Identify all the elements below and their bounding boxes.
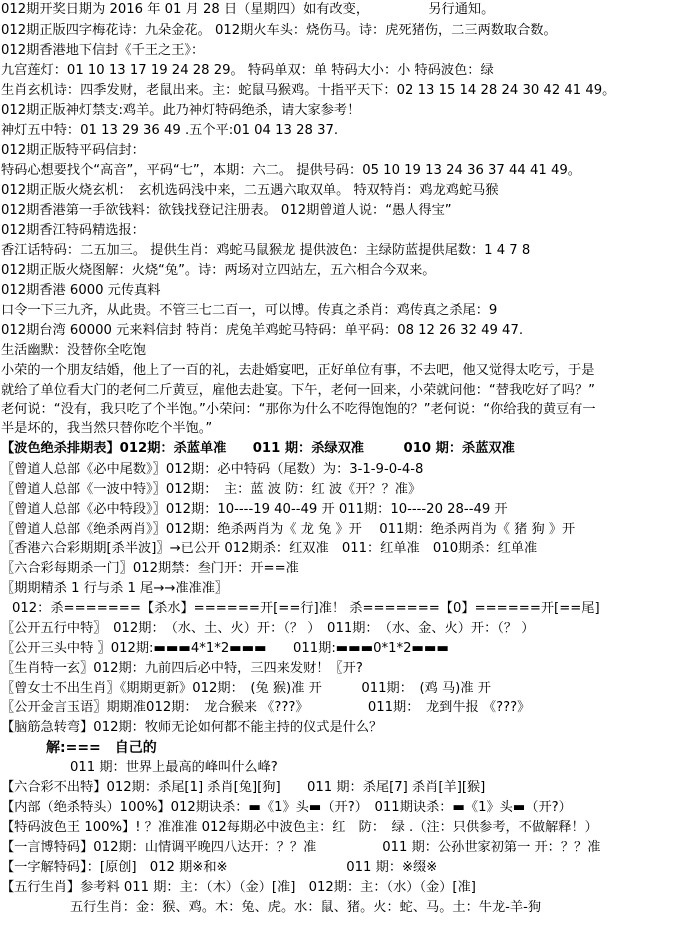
question-line-011: 011 期：世界上最高的峰叫什么峰? bbox=[70, 760, 278, 775]
text-line-38: 【一字解特码】：[原创] 012 期※和※ 011 期：※缀※ bbox=[1, 860, 438, 875]
text-line-23: 〖曾道人总部《绝杀两肖》〗012期：绝杀两肖为《 龙 兔 》开 011期：绝杀两肖为《 猪 狗 》开 bbox=[1, 522, 576, 537]
text-line-15: 012期香港 6000 元传真料 bbox=[1, 283, 161, 298]
text-line-24: 〖香港六合彩期期[杀半波]〗→已公开 012期杀：红双准 011：红单准 010期杀：红单准 bbox=[1, 541, 538, 556]
text-line-34: 【六合彩不出特】012期：杀尾[1] 杀肖[兔][狗] 011 期：杀尾[7] 杀肖[羊][猴] bbox=[1, 780, 486, 795]
text-line-29: 〖公开三头中特 〗012期:▬▬▬4*1*2▬▬▬ 011期:▬▬▬0*1*2▬▬▬ bbox=[1, 641, 449, 656]
text-line-4: 九宫莲灯：01 10 13 17 19 24 28 29。 特码单双：单 特码大小：小 特码波色：绿 bbox=[1, 63, 494, 78]
text-line-36: 【特码波色王 100%】! ？准准准 012每期必中波色主：红 防： 绿 .（注：只供参考，不做解释！） bbox=[1, 820, 598, 835]
text-line-9: 特码心想要找个“高音”，平码“七”，本期：六二。 提供号码：05 10 19 13 24 36 37 44 41 49。 bbox=[1, 163, 581, 178]
text-line-8: 012期正版特平码信封： bbox=[1, 143, 145, 158]
text-line-35: 【内部（绝杀特头）100%】012期诀杀：▬《1》头▬（开?） 011期诀杀：▬《1》头▬（开?） bbox=[1, 800, 572, 815]
story-line-3: 老何说：“没有，我只吃了个半饱。”小荣问：“那你为什么不吃得饱饱的？”老何说：“你给我的黄豆有一 bbox=[1, 402, 596, 417]
text-line-12: 012期香江特码精选报： bbox=[1, 223, 145, 238]
answer-line: 解:=== 自己的 bbox=[46, 740, 157, 756]
text-line-26: 〖期期精杀 1 行与杀 1 尾→→准准准〗 bbox=[1, 581, 229, 596]
text-line-14: 012期正版火烧图解：火烧“兔”。诗：两场对立四站左，五六相合今双来。 bbox=[1, 263, 436, 278]
text-line-25: 〖六合彩每期杀一门〗012期禁：叁门开：开==准 bbox=[1, 561, 299, 576]
text-line-30: 〖生肖特一玄〗012期：九前四后必中特，三四来发财！〖开? bbox=[1, 661, 363, 676]
text-line-3: 012期香港地下信封《千王之王》： bbox=[1, 43, 205, 58]
text-line-32: 〖公开金言玉语〗期期准012期： 龙合猴来 《???》 011期： 龙到牛报 《???》 bbox=[1, 700, 531, 715]
text-line-18: 生活幽默：没替你全吃饱 bbox=[1, 343, 147, 358]
text-line-19: 【波色绝杀排期表】012期：杀蓝单准 011 期：杀绿双准 010 期：杀蓝双准 bbox=[1, 441, 515, 456]
text-line-2: 012期正版四字梅花诗：九朵金花。 012期火车头：烧伤马。诗：虎死猪伤，二三两数取合数。 bbox=[1, 23, 557, 38]
story-line-4: 半是坏的，我当然只替你吃个半饱。” bbox=[1, 421, 213, 436]
text-line-39: 【五行生肖】参考料 011 期：主：（木）（金）[准] 012期：主：（水）（金）[准] bbox=[1, 880, 476, 895]
story-line-2: 就给了单位看大门的老何二斤黄豆，雇他去赴宴。下午，老何一回来，小荣就问他：“替我吃好了吗？” bbox=[1, 383, 595, 398]
text-line-27: 012：杀=======【杀水】======开[==行]准！ 杀=======【0】======开[==尾] bbox=[12, 601, 600, 616]
text-line-13: 香江话特码：二五加三。 提供生肖：鸡蛇马鼠猴龙 提供波色：主绿防蓝提供尾数：1 4 7 8 bbox=[1, 243, 531, 258]
text-line-1: 012期开奖日期为 2016 年 01 月 28 日（星期四）如有改变， 另行通知。 bbox=[1, 2, 495, 17]
text-line-33: 【脑筋急转弯】012期：牧师无论如何都不能主持的仪式是什么？ bbox=[1, 720, 383, 735]
text-line-28: 〖公开五行中特〗 012期： （水、土、火）开：（？ ） 011期： （水、金、火）开：（？ ） bbox=[1, 621, 535, 636]
text-line-40: 五行生肖：金：猴、鸡。木：兔、虎。水：鼠、猪。火：蛇、马。土：牛龙-羊-狗 bbox=[70, 900, 542, 915]
text-line-20: 〖曾道人总部《必中尾数》〗012期：必中特码（尾数）为：3-1-9-0-4-8 bbox=[1, 462, 424, 477]
text-line-31: 〖曾女士不出生肖〗《期期更新》012期： (兔 猴)准 开 011期： (鸡 马)准 开 bbox=[1, 681, 491, 696]
text-line-5: 生肖玄机诗：四季发财，老鼠出来。主：蛇鼠马猴鸡。十指平天下：02 13 15 14 28 24 30 42 41 49。 bbox=[1, 83, 616, 98]
text-line-17: 012期台湾 60000 元来料信封 特肖：虎兔羊鸡蛇马特码：单平码：08 12 26 32 49 47. bbox=[1, 323, 524, 338]
text-line-7: 神灯五中特：01 13 29 36 49 .五个平:01 04 13 28 37. bbox=[1, 123, 339, 138]
text-line-6: 012期正版神灯禁支:鸡羊。此乃神灯特码绝杀，请大家参考！ bbox=[1, 103, 361, 118]
text-line-16: 口令一下三九齐，从此贵。不管三七二百一，可以博。传真之杀肖：鸡传真之杀尾：9 bbox=[1, 303, 498, 318]
text-line-22: 〖曾道人总部《必中特段》〗012期：10----19 40--49 开 011期：10----20 28--49 开 bbox=[1, 502, 508, 517]
text-line-10: 012期正版火烧玄机： 玄机选码浅中来，二五遇六取双单。 特双特肖：鸡龙鸡蛇马猴 bbox=[1, 183, 499, 198]
text-line-11: 012期香港第一手欲钱料：欲钱找登记注册表。 012期曾道人说：“愚人得宝” bbox=[1, 203, 452, 218]
text-line-21: 〖曾道人总部《一波中特》〗012期： 主：蓝 波 防：红 波《开？？准》 bbox=[1, 482, 422, 497]
text-line-37: 【一言博特码】012期：山情调平晚四八达开：？？准 011 期：公孙世家初第一 开：？？准 bbox=[1, 840, 601, 855]
story-line-1: 小荣的一个朋友结婚，他上了一百的礼，去赴婚宴吧，正好单位有事，不去吧，他又觉得太吃亏，于是 bbox=[1, 363, 595, 378]
